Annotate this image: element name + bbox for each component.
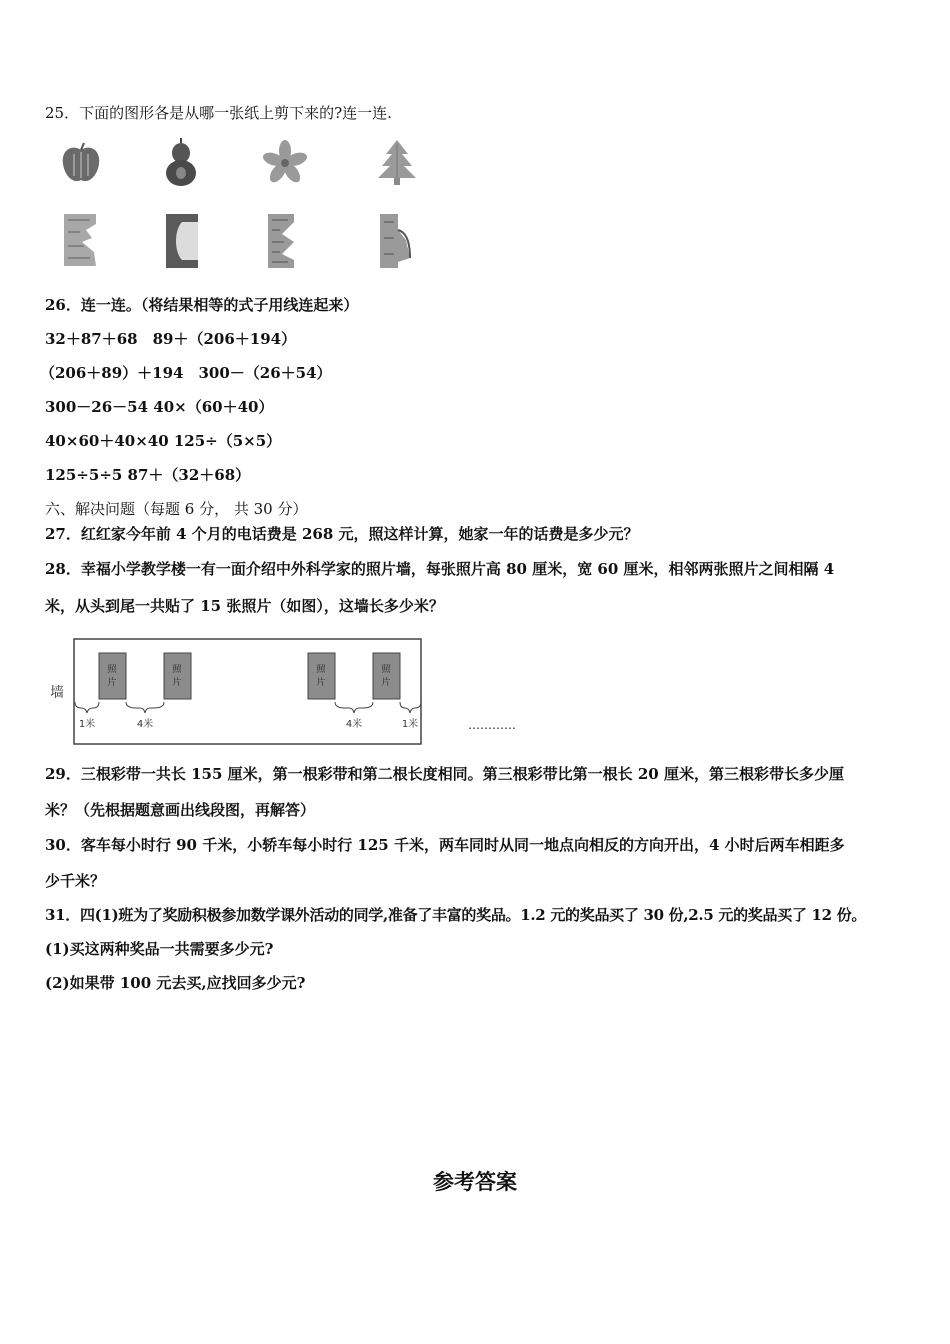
- q28-line-1: 28．幸福小学教学楼一有一面介绍中外科学家的照片墙，每张照片高 80 厘米，宽 60 厘米，相邻两张照片之间相隔 4: [45, 560, 835, 578]
- svg-text:片: 片: [316, 678, 326, 688]
- svg-text:照: 照: [107, 665, 117, 675]
- paper-3-icon: [264, 212, 304, 270]
- q26-row-3: 300－26－54 40×（60＋40）: [45, 398, 274, 416]
- svg-text:片: 片: [107, 678, 117, 688]
- q29-line-2: 米？（先根据题意画出线段图，再解答）: [45, 801, 316, 819]
- q26-row-5: 125÷5÷5 87＋（32＋68）: [45, 466, 251, 484]
- q29-line-1: 29．三根彩带一共长 155 厘米，第一根彩带和第二根长度相同。第三根彩带比第一根长 20 厘米，第三根彩带长多少厘: [45, 765, 844, 783]
- photo-4: [373, 653, 400, 699]
- q31-line-1: 31．四(1)班为了奖励积极参加数学课外活动的同学,准备了丰富的奖品。1.2 元的奖品买了 30 份,2.5 元的奖品买了 12 份。: [45, 906, 867, 924]
- wall-label: 墙: [50, 685, 64, 701]
- q30-line-2: 少千米？: [45, 872, 106, 890]
- svg-text:照: 照: [316, 665, 326, 675]
- paper-2-icon: [162, 212, 202, 270]
- apple-icon: [58, 140, 104, 186]
- photo-2: [164, 653, 191, 699]
- q26-text: 26．连一连。（将结果相等的式子用线连起来）: [45, 296, 359, 314]
- svg-text:照: 照: [381, 665, 391, 675]
- q26-row-1: 32＋87＋68 89＋（206＋194）: [45, 330, 297, 348]
- answer-section-title: 参考答案: [433, 1170, 517, 1194]
- gap-label-1: 4米: [136, 719, 154, 730]
- photo-3: [308, 653, 335, 699]
- q31-sub-1: (1)买这两种奖品一共需要多少元?: [45, 940, 274, 958]
- ellipsis-dots: …………: [468, 718, 516, 732]
- flower-icon: [262, 140, 308, 186]
- section-heading: 六、解决问题（每题 6 分， 共 30 分）: [45, 500, 308, 518]
- q26-row-2: （206＋89）＋194 300－（26＋54）: [40, 364, 332, 382]
- paper-4-icon: [376, 212, 416, 270]
- q25-text: 25．下面的图形各是从哪一张纸上剪下来的?连一连.: [45, 104, 392, 122]
- q26-row-4: 40×60＋40×40 125÷（5×5）: [45, 432, 282, 450]
- gourd-icon: [160, 138, 202, 188]
- paper-1-icon: [60, 212, 100, 268]
- svg-text:片: 片: [172, 678, 182, 688]
- q28-line-2: 米，从头到尾一共贴了 15 张照片（如图），这墙长多少米？: [45, 597, 444, 615]
- q31-sub-2: (2)如果带 100 元去买,应找回多少元?: [45, 974, 306, 992]
- svg-text:片: 片: [381, 678, 391, 688]
- q27-text: 27．红红家今年前 4 个月的电话费是 268 元，照这样计算，她家一年的话费是多少元？: [45, 525, 639, 543]
- q30-line-1: 30．客车每小时行 90 千米，小轿车每小时行 125 千米，两车同时从同一地点向相反的方向开出，4 小时后两车相距多: [45, 836, 845, 854]
- svg-text:照: 照: [172, 665, 182, 675]
- photo-wall-diagram: [44, 634, 524, 748]
- gap-label-right: 1米: [401, 719, 419, 730]
- photo-1: [99, 653, 126, 699]
- tree-icon: [376, 138, 418, 188]
- gap-label-left: 1米: [78, 719, 96, 730]
- gap-label-2: 4米: [345, 719, 363, 730]
